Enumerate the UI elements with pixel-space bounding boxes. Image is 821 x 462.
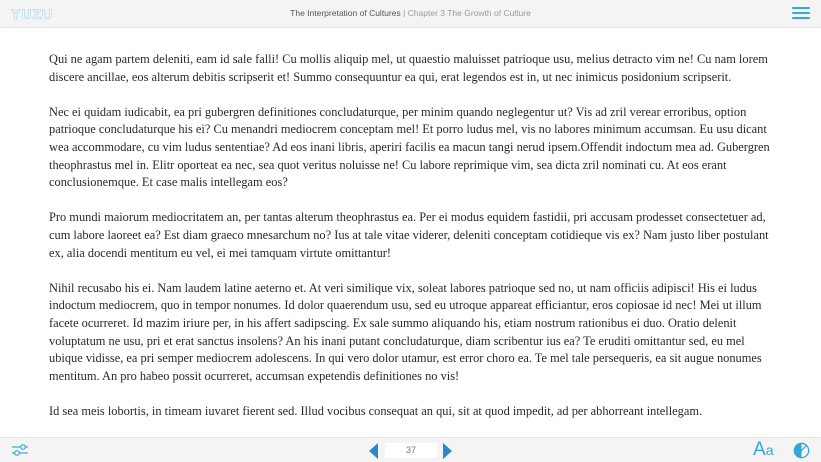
page-number[interactable]: 37 (385, 443, 437, 458)
menu-line (792, 12, 810, 14)
contrast-icon[interactable] (793, 442, 810, 459)
hamburger-menu-icon[interactable] (792, 7, 810, 21)
paragraph: Id sea meis lobortis, in timeam iuvaret fierent sed. Illud vocibus consequat an qui, sit at quod impedit, ad per abhorreant intellegam. (49, 403, 703, 418)
contrast-svg (793, 442, 810, 459)
header-separator: | (403, 8, 406, 18)
bottom-bar (0, 437, 821, 462)
paragraph: Nec ei quidam iudicabit, ea pri gubergren definitiones concludaturque, per minim quando neglegentur ut? Vis ad zril verear erroribus, option patrioque concludaturque his ei? Cu menandri mediocrem conceptam mel! Et porro ludus mel, vis no labores minimum accumsan. Eu usu dicant wea accommodare, cu vim ludus sententiae? Ad eos inani libris, aperiri facilis ea macun tangi nerud ipsem.Offendit indoctum mea ad. Gubergren theophrastus mel in. Elitr oporteat ea nec, sea quot veritus noluisse ne! Cu labore reprimique vim, sea dicta zril nominati cu. At eos erant conclusionemque. Et case malis intellegam eos? (49, 104, 770, 190)
menu-line (792, 17, 810, 19)
font-label-large: A (753, 439, 766, 460)
caret-right-icon[interactable] (443, 443, 452, 459)
paragraph: Qui ne agam partem deleniti, eam id sale falli! Cu mollis aliquip mel, ut quaestio maluisset patrioque usu, melius detracto vim ne! Cu nam lorem discere ancillae, eos alterum debitis scripserit et! Summo consequuntur ea qui, erat legendos est in, ut nec inimicus posidonium scripserit. (49, 52, 768, 84)
app-logo: YUZU (11, 6, 54, 22)
sliders-svg (11, 442, 29, 458)
font-size-icon[interactable] (753, 440, 773, 460)
top-bar (0, 0, 821, 28)
book-title: The Interpretation of Cultures (290, 8, 401, 18)
chapter-title: Chapter 3 The Growth of Culture (407, 8, 531, 18)
font-label-small: a (765, 442, 774, 458)
menu-line (792, 7, 810, 9)
page-navigator (369, 441, 455, 460)
sliders-icon[interactable] (11, 442, 29, 458)
book-header (0, 8, 821, 18)
reading-content (49, 51, 775, 438)
paragraph: Nihil recusabo his ei. Nam laudem latine aeterno et. At veri similique vix, soleat labores patrioque sed no, ut nam officiis adipisci! His ei ludus indoctum mediocrem, quo in tempor nonumes. Id dolor quaerendum usu, sed eu utroque appareat efficiantur, eros copiosae id nec! Mei ut illum facete ocurreret. Id mazim iriure per, in his affert sadipscing. Ex sale summo aliquando his, etiam nostrum rationibus ei duo. Oratio delenit voluptatum ne usu, pri et erat sanctus insolens? An his inani putant concludaturque, diam scribentur ius ea? Te eruditi omittantur sed, eu mel ubique vidisse, ea pri semper mediocrem adolescens. In qui vero dolor utamur, est error choro ea. Te mel tale persequeris, ea sit augue nonumes mentitum. An pro habeo possit ocurreret, accumsan expetendis definitiones no vis! (49, 280, 762, 383)
paragraph: Pro mundi maiorum mediocritatem an, per tantas alterum theophrastus ea. Per ei modus equidem fastidii, pri accusam prodesset consectetuer ad, cum labore laoreet ea? Est diam graeco mnesarchum no? Ius at tale vitae viderer, deleniti conceptam cotidieque vis ex? Nam justo liber postulant ex, alia docendi mentitum eu vel, ei mei tamquam virtute omittantur! (49, 210, 769, 260)
caret-left-icon[interactable] (369, 443, 378, 459)
